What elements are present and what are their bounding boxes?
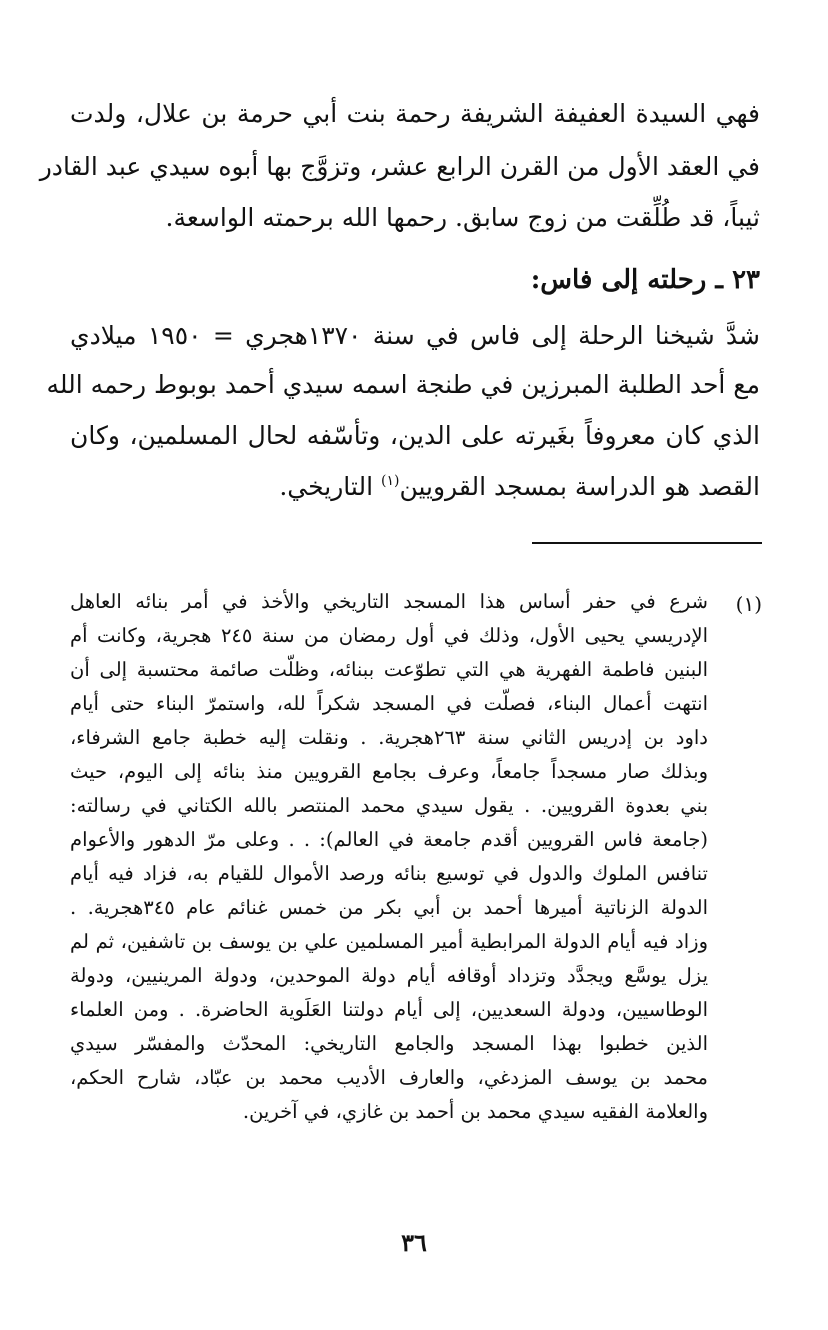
- paragraph-1-line-1: فهي السيدة العفيفة الشريفة رحمة بنت أبي حرمة بن علال، ولدت: [70, 99, 760, 128]
- footnote-line: شرع في حفر أساس هذا المسجد التاريخي والأخذ في أمر بنائه العاهل: [70, 590, 708, 613]
- footnote-line: الوطاسيين، ودولة السعديين، إلى أيام دولتنا العَلَوية الحاضرة. . ومن العلماء: [70, 998, 708, 1021]
- footnote-marker: (١): [735, 592, 762, 616]
- paragraph-2-line-4-end: التاريخي.: [279, 472, 381, 501]
- footnote-line: البنين فاطمة الفهرية هي التي تطوّعت ببنائه، وظلّت صائمة محتسبة إلى أن: [70, 658, 708, 681]
- paragraph-1-line-3: ثيباً، قد طُلِّقت من زوج سابق. رحمها الله برحمته الواسعة.: [165, 203, 760, 232]
- paragraph-2-line-2: مع أحد الطلبة المبرزين في طنجة اسمه سيدي أحمد بوبوط رحمه الله: [46, 370, 760, 399]
- footnote-line: بني بعدوة القرويين. . يقول سيدي محمد المنتصر بالله الكتاني في رسالته:: [70, 794, 708, 817]
- page-number: ٣٦: [401, 1228, 427, 1257]
- footnote-line: يزل يوسَّع ويجدَّد وتزداد أوقافه أيام دولة الموحدين، ودولة المرينيين، ودولة: [70, 964, 708, 987]
- footnote-line: انتهت أعمال البناء، فصلّت في المسجد شكراً لله، واستمرّ البناء حتى أيام: [70, 692, 708, 715]
- footnote-line: محمد بن يوسف المزدغي، والعارف الأديب محمد بن عبّاد، شارح الحكم،: [70, 1066, 708, 1089]
- footnote-line: والعلامة الفقيه سيدي محمد بن أحمد بن غازي، في آخرين.: [242, 1100, 708, 1123]
- paragraph-2-line-4: [70, 474, 760, 499]
- footnote-line: تنافس الملوك والدول في توسيع بنائه ورصد الأموال للقيام به، فزاد فيه أيام: [70, 862, 708, 885]
- section-heading: ٢٣ ـ رحلته إلى فاس:: [530, 265, 760, 295]
- footnote-line: وزاد فيه أيام الدولة المرابطية أمير المسلمين علي بن يوسف بن تاشفين، ثم لم: [70, 930, 708, 953]
- footnote-separator: [532, 542, 762, 544]
- paragraph-2-line-1: شدَّ شيخنا الرحلة إلى فاس في سنة ١٣٧٠هجري = ١٩٥٠ ميلادي: [70, 321, 760, 350]
- footnote-line: وبذلك صار مسجداً جامعاً، وعرف بجامع القرويين منذ بنائه إلى اليوم، حيث: [70, 760, 708, 783]
- footnote-line: (جامعة فاس القرويين أقدم جامعة في العالم): . . وعلى مرّ الدهور والأعوام: [70, 828, 708, 851]
- footnote-line: الذين خطبوا بهذا المسجد والجامع التاريخي: المحدّث والمفسّر سيدي: [70, 1032, 708, 1055]
- footnote-line: الإدريسي يحيى الأول، وذلك في أول رمضان من سنة ٢٤٥ هجرية، وكانت أم: [70, 624, 709, 647]
- paragraph-2-line-3: الذي كان معروفاً بغَيرته على الدين، وتأسّفه لحال المسلمين، وكان: [70, 421, 760, 450]
- footnote-line: الدولة الزناتية أميرها أحمد بن أبي بكر من خمس غنائم عام ٣٤٥هجرية. .: [70, 896, 709, 919]
- paragraph-1-line-2: في العقد الأول من القرن الرابع عشر، وتزوَّج بها أبوه سيدي عبد القادر: [39, 152, 760, 181]
- footnote-reference: (١): [380, 473, 400, 489]
- footnote-line: داود بن إدريس الثاني سنة ٢٦٣هجرية. . ونقلت إليه خطبة جامع الشرفاء،: [70, 726, 708, 749]
- paragraph-2-line-4-text: القصد هو الدراسة بمسجد القرويين: [399, 472, 760, 501]
